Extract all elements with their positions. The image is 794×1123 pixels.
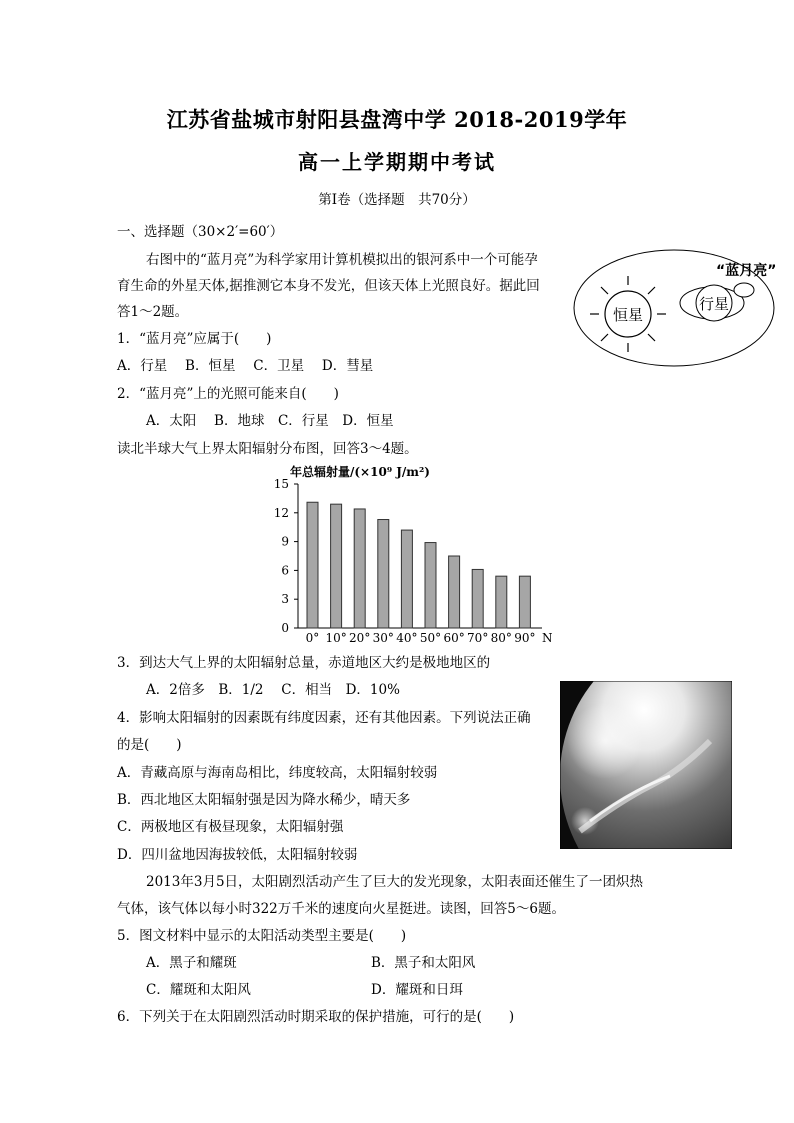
star-planet-diagram — [568, 244, 790, 370]
title-line-2: 高一上学期期中考试 — [298, 150, 496, 174]
q4-option-c: C．两极地区有极昼现象，太阳辐射强 — [117, 819, 344, 835]
y-tick-label: 3 — [281, 592, 289, 607]
q5-stem: 5．图文材料中显示的太阳活动类型主要是( ) — [117, 928, 407, 944]
blue-moon-label: “蓝月亮” — [716, 263, 777, 279]
planet-label: 行星 — [698, 295, 730, 313]
q5-option-b: B．黑子和太阳风 — [371, 955, 476, 971]
q5-option-d: D．耀斑和日珥 — [371, 982, 463, 998]
q5-option-a: A．黑子和耀斑 — [146, 955, 237, 971]
y-tick-label: 15 — [273, 477, 289, 491]
solar-radiation-bar-chart — [262, 462, 562, 650]
bar-8 — [496, 576, 507, 628]
q4-stem-line2: 的是( ) — [117, 737, 182, 753]
passage2-line2: 气体，该气体以每小时322万千米的速度向火星挺进。读图，回答5～6题。 — [117, 901, 565, 917]
q2-stem: 2．“蓝月亮”上的光照可能来自( ) — [117, 386, 339, 402]
x-tick-label: 90° — [514, 631, 536, 645]
x-tick-label: 30° — [372, 631, 394, 645]
q4-option-d: D．四川盆地因海拔较低，太阳辐射较弱 — [117, 847, 358, 863]
x-tick-label: 60° — [443, 631, 465, 645]
q6-stem: 6．下列关于在太阳剧烈活动时期采取的保护措施，可行的是( ) — [117, 1009, 515, 1025]
x-tick-label: 40° — [396, 631, 418, 645]
bar-0 — [307, 502, 318, 628]
title-line-1: 江苏省盐城市射阳县盘湾中学 2018-2019学年 — [166, 107, 628, 132]
passage1-line1: 右图中的“蓝月亮”为科学家用计算机模拟出的银河系中一个可能孕 — [146, 252, 538, 268]
x-tick-label: 70° — [467, 631, 489, 645]
section-title: 第Ⅰ卷（选择题 共70分） — [318, 192, 476, 208]
bar-2 — [354, 509, 365, 628]
part-one-heading: 一、选择题（30×2′=60′） — [117, 224, 284, 240]
q1-options: A．行星 B．恒星 C．卫星 D．彗星 — [117, 358, 374, 374]
bar-1 — [331, 504, 342, 628]
q4-stem-line1: 4．影响太阳辐射的因素既有纬度因素，还有其他因素。下列说法正确 — [117, 710, 531, 726]
x-tick-label: 0° — [305, 631, 320, 645]
x-tick-label: 20° — [349, 631, 371, 645]
bar-5 — [425, 543, 436, 628]
blue-moon-icon — [734, 283, 754, 297]
star-label: 恒星 — [612, 306, 644, 324]
bar-6 — [449, 556, 460, 628]
chart-title: 年总辐射量/(×10⁹ J/m²) — [290, 465, 430, 479]
passage1-line2: 育生命的外星天体,据推测它本身不发光，但该天体上光照良好。据此回 — [117, 278, 540, 294]
q3-options: A．2倍多 B．1/2 C．相当 D．10% — [146, 682, 400, 698]
y-tick-label: 6 — [281, 563, 289, 578]
solar-flare-image — [560, 681, 732, 849]
q2-options: A．太阳 B．地球 C．行星 D．恒星 — [146, 413, 394, 429]
y-tick-label: 9 — [281, 534, 289, 549]
passage2-line1: 2013年3月5日，太阳剧烈活动产生了巨大的发光现象，太阳表面还催生了一团炽热 — [146, 874, 644, 890]
q1-stem: 1．“蓝月亮”应属于( ) — [117, 331, 272, 347]
x-tick-label: 10° — [325, 631, 347, 645]
bar-4 — [401, 530, 412, 628]
intro-3-4: 读北半球大气上界太阳辐射分布图，回答3～4题。 — [117, 441, 418, 457]
x-tick-label: 80° — [490, 631, 512, 645]
x-tick-label: 50° — [419, 631, 442, 645]
y-tick-label: 0 — [281, 621, 289, 635]
bar-9 — [519, 576, 530, 628]
x-axis-label: N — [542, 631, 553, 645]
bar-3 — [378, 520, 389, 628]
q3-stem: 3．到达大气上界的太阳辐射总量，赤道地区大约是极地地区的 — [117, 655, 491, 671]
passage1-line3: 答1～2题。 — [117, 304, 189, 320]
bar-7 — [472, 569, 483, 628]
q4-option-a: A．青藏高原与海南岛相比，纬度较高，太阳辐射较弱 — [117, 765, 438, 781]
y-tick-label: 12 — [273, 505, 289, 520]
q5-option-c: C．耀斑和太阳风 — [146, 982, 251, 998]
q4-option-b: B．西北地区太阳辐射强是因为降水稀少，晴天多 — [117, 792, 411, 808]
